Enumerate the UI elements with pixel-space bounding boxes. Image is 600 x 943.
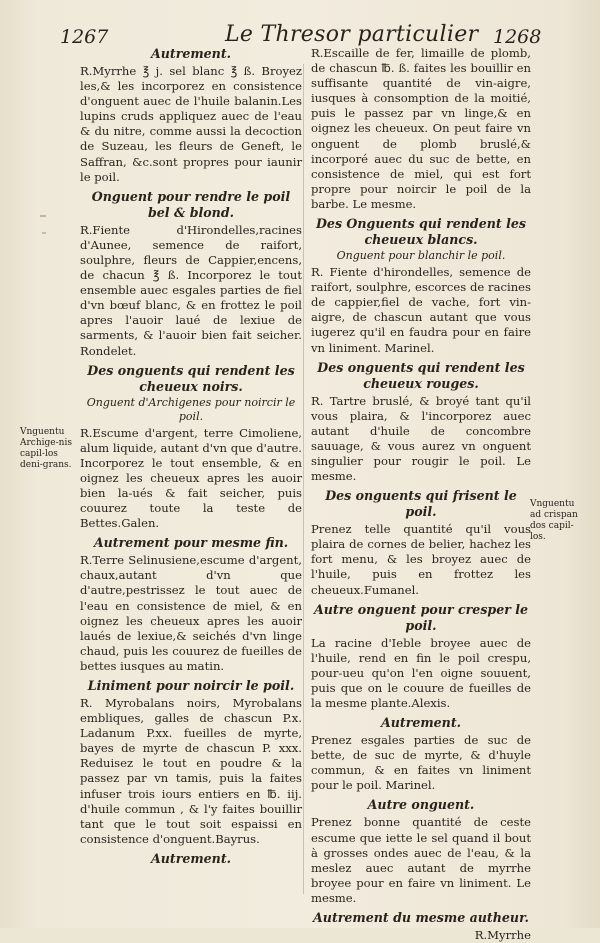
right-paragraph: La racine d'Ieble broyee auec de l'huile, rend en fin le poil crespu, pour-ueu qu'on l'en oigne souuent, puis que on le couure de fueilles de la mesme plante.Alexis. [311,635,531,710]
running-title: Le Thresor particulier [225,22,479,47]
page-number-right: 1268 [493,26,542,48]
left-paragraph: R.Fiente d'Hirondelles,racines d'Aunee, semence de raifort, soulphre, fleurs de Cappier,encens, de chacun ℥ ß. Incorporez le tout ensemble auec esgales parties de fiel d'vn bœuf blanc, & en frottez le poil apres l'auoir laué de lexiue de sarments, & l'auoir bien fait seicher. Rondelet. [80,222,302,358]
right-heading: Autrement. [380,715,462,731]
right-paragraph: R. Fiente d'hirondelles, semence de raifort, soulphre, escorces de racines de cappier,fiel de vache, fort vin-aigre, de chascun autant que vous iugerez qu'il en faudra pour en faire vn liniment. Marinel. [311,265,531,355]
left-heading: Autrement. [150,46,232,61]
left-heading: Des onguents qui rendent les cheueux noirs. [87,362,295,394]
left-paragraph: R.Terre Selinusiene,escume d'argent, chaux,autant d'vn que d'autre,pestrissez le tout auec de l'eau en consistence de miel, & en oignez les cheueux apres les auoir laués de lexiue,& seichés d'vn linge chaud, puis les couurez de fueilles de bettes iusques au matin. [80,553,302,673]
right-heading: Autre onguent pour cresper le poil. [313,601,529,633]
left-heading: Onguent pour rendre le poil bel & blond. [91,188,291,220]
right-paragraph: R.Escaille de fer, limaille de plomb, de chascun ℔. ß. faites les bouillir en suffisante quantité de vin-aigre, iusques à consomption de la moitié, puis le passez par vn linge,& en oignez les cheueux. On peut faire vn onguent de plomb bruslé,& incorporé auec du suc de bette, en consistence de miel, qui est fort propre pour noircir le poil de la barbe. Le mesme. [311,46,531,211]
right-paragraph: R.Myrrhe [474,928,531,943]
right-subheading: Onguent pour blanchir le poil. [336,249,506,263]
left-paragraph: R. Myrobalans noirs, Myrobalans embliques, galles de chascun P.x. Ladanum P.xx. fueilles de myrte, bayes de myrte de chascun P. xxx. Reduisez le tout en poudre & la passez par vn tamis, puis la faites infuser trois iours entiers en ℔. iij. d'huile commun , & l'y faites bouillir tant que le tout soit espaissi en consistence d'onguent.Bayrus. [80,696,302,846]
ink-blot [40,215,46,217]
left-paragraph: R.Myrrhe ℥ j. sel blanc ℥ ß. Broyez les,& les incorporez en consistence d'onguent auec de l'huile balanin.Les lupins cruds appliquez auec de l'eau & du nitre, comme aussi la decoction de Suzeau, les fleurs de Geneft, le Saffran, &c.sont propres pour iaunir le poil. [80,64,302,184]
column-divider [303,64,304,894]
right-heading: Des onguents qui rendent les cheueux rouges. [317,359,525,391]
right-paragraph: R. Tartre bruslé, & broyé tant qu'il vous plaira, & l'incorporez auec autant d'huile de concombre sauuage, & vous aurez vn onguent singulier pour rougir le poil. Le mesme. [311,393,531,484]
left-heading: Autrement pour mesme fin. [93,535,289,551]
right-paragraph: Prenez esgales parties de suc de bette, de suc de myrte, & d'huyle commun, & en faites vn liniment pour le poil. Marinel. [311,733,531,793]
left-text-column [80,46,302,867]
right-heading: Des onguents qui frisent le poil. [325,488,517,520]
ink-blot [42,232,46,234]
margin-note-right: Vnguentu ad crispan dos capil-los. [530,499,578,542]
margin-note-left: Vnguentu Archige-nis capil-los deni-grans. [20,427,72,470]
right-heading: Des Onguents qui rendent les cheueux blancs. [316,216,526,248]
left-heading: Autrement. [150,850,232,866]
left-subheading: Onguent d'Archigenes pour noircir le poil. [86,395,296,423]
right-heading: Autre onguent. [367,797,475,813]
left-heading: Liniment pour noircir le poil. [87,678,295,693]
right-paragraph: Prenez bonne quantité de ceste escume que iette le sel quand il bout à grosses ondes auec de l'eau, & la meslez auec autant de myrrhe broyee pour en faire vn liniment. Le mesme. [311,815,531,905]
right-paragraph: Prenez telle quantité qu'il vous plaira de cornes de belier, hachez les fort menu, & les broyez auec de l'huile, puis en frottez les cheueux.Fumanel. [311,522,531,597]
right-heading: Autrement du mesme autheur. [313,910,529,926]
right-text-column [311,46,531,943]
page-number-left: 1267 [60,26,109,48]
left-paragraph: R.Escume d'argent, terre Cimoliene, alum liquide, autant d'vn que d'autre. Incorporez le tout ensemble, & en oignez les cheueux apres les auoir bien la-ués & fait seicher, puis couurez toute la teste de Bettes.Galen. [80,425,302,531]
